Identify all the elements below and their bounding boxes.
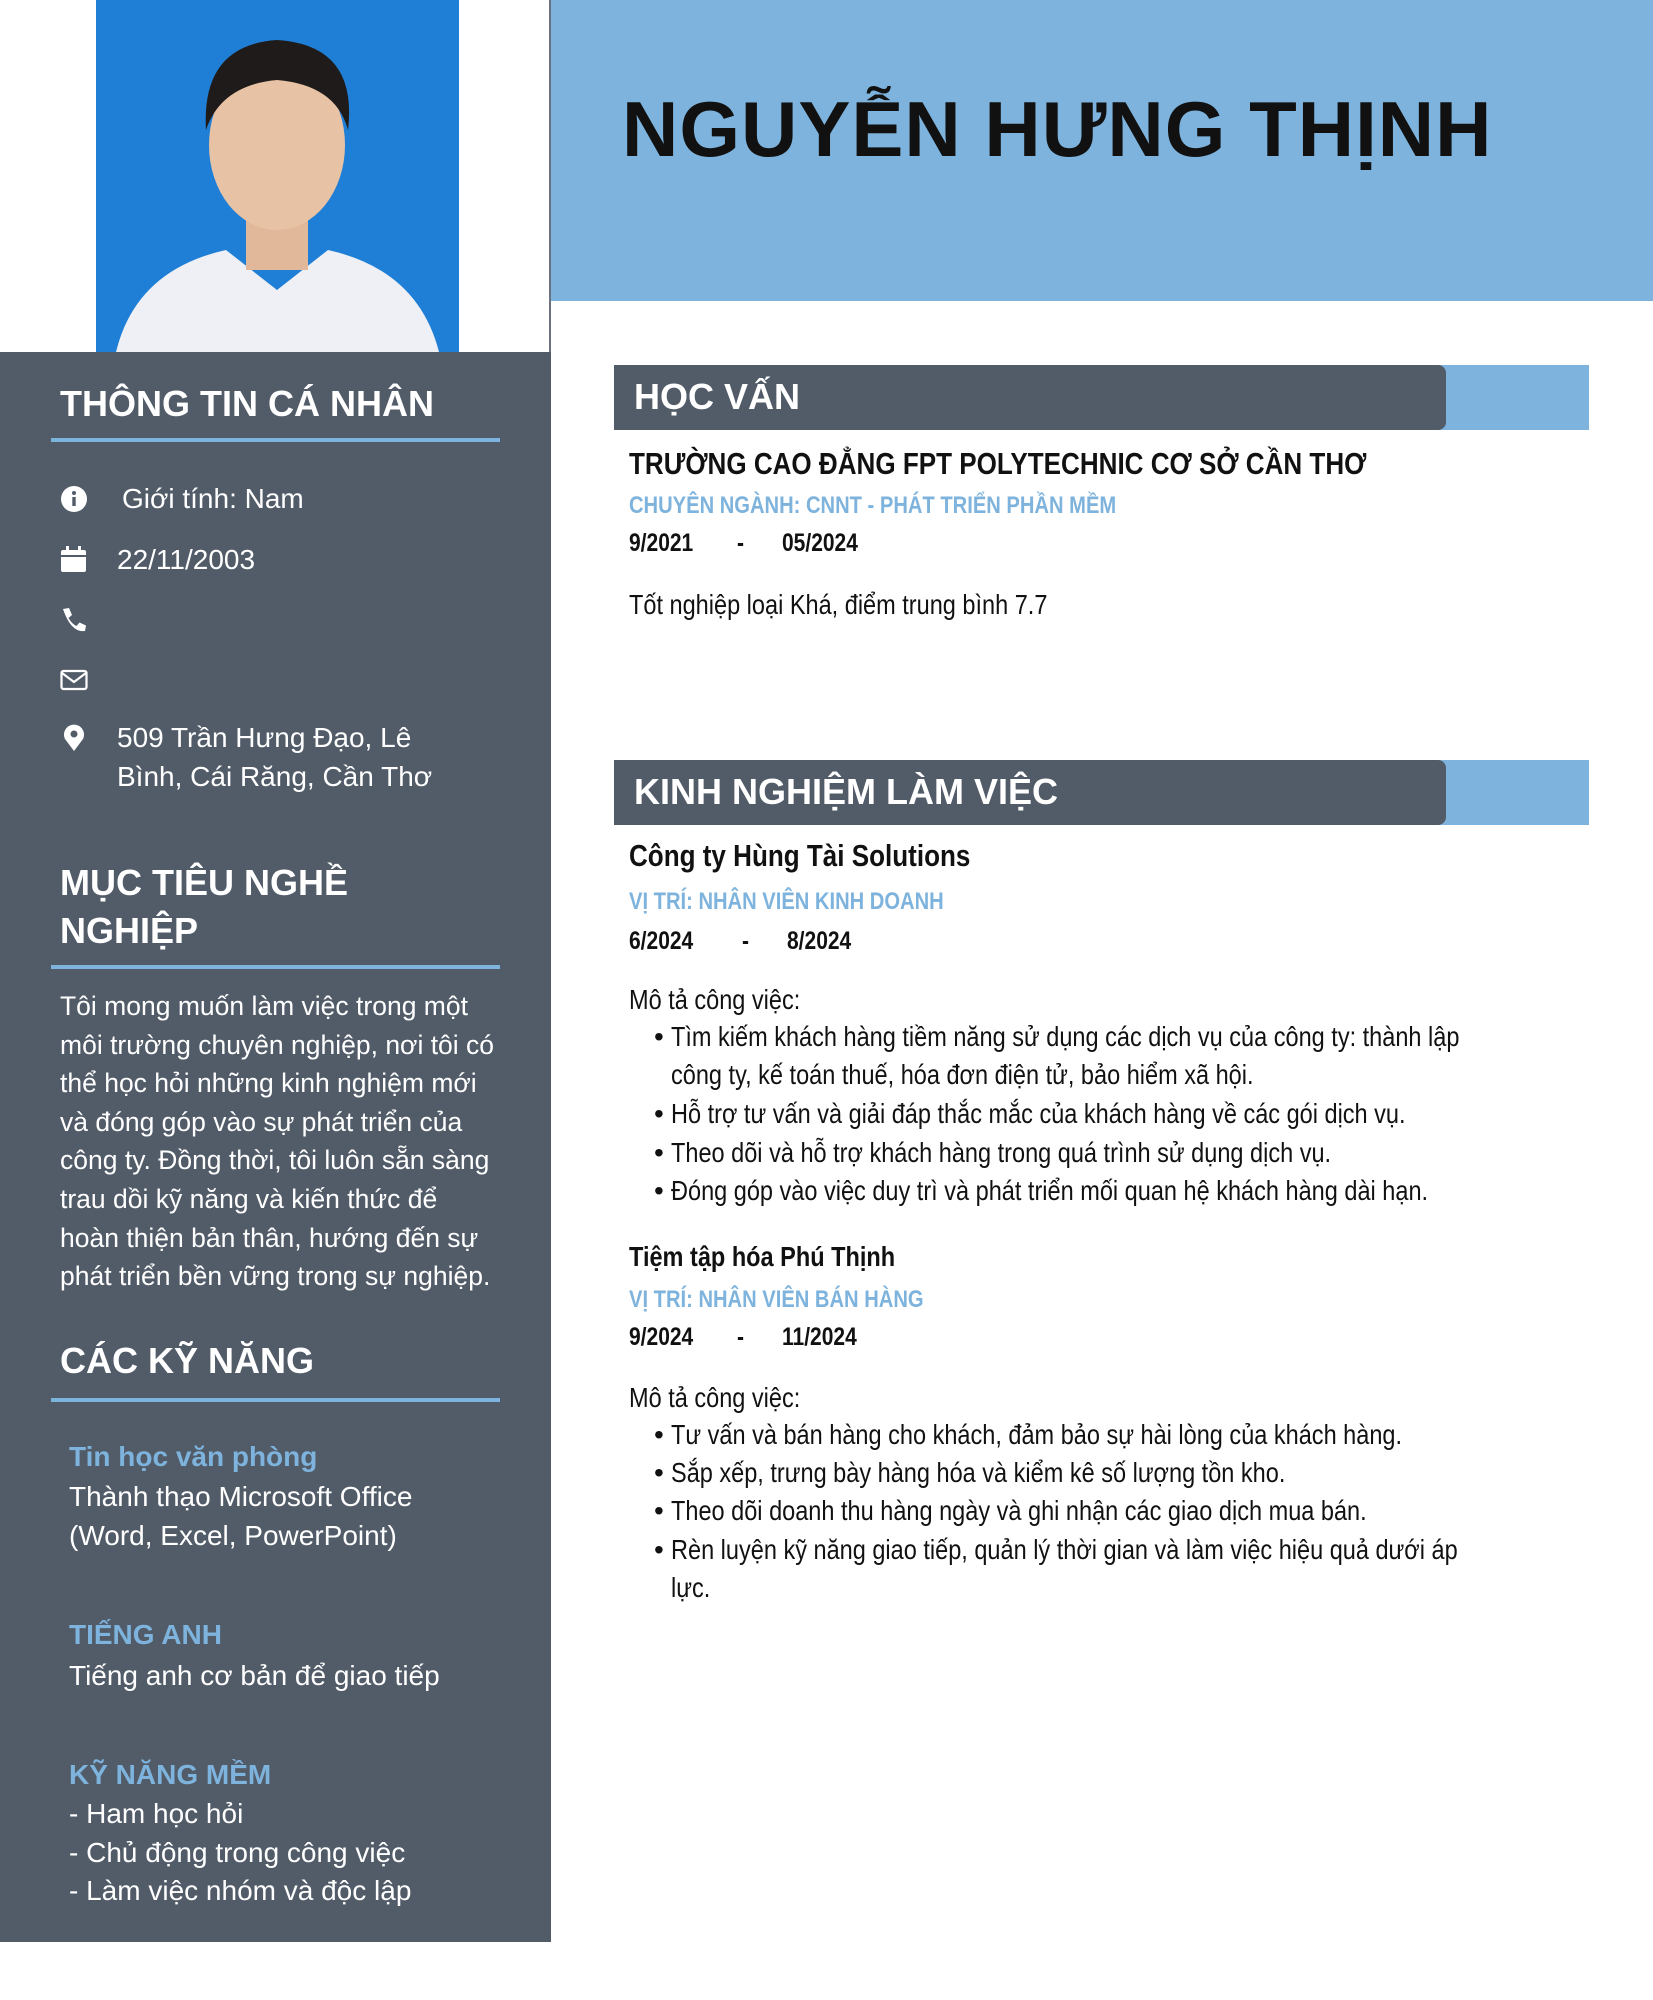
bullet-item: •Hỗ trợ tư vấn và giải đáp thắc mắc của khách hàng về các gói dịch vụ. (654, 1098, 1406, 1129)
education-dates (629, 527, 872, 559)
calendar-icon (60, 545, 88, 573)
bullet-item: • Theo dõi và hỗ trợ khách hàng trong quá trình sử dụng dịch vụ. (654, 1137, 1332, 1168)
heading-underline (51, 1398, 500, 1402)
skill-title: Tin học văn phòng (69, 1441, 318, 1472)
objective-line: hoàn thiện bản thân, hướng đến sự (60, 1223, 479, 1253)
skill-desc: Tiếng anh cơ bản để giao tiếp (69, 1660, 440, 1691)
objective-line: thể học hỏi những kinh nghiệm mới (60, 1068, 477, 1098)
objective-line: phát triển bền vững trong sự nghiệp. (60, 1261, 491, 1291)
date-separator: - (742, 927, 749, 955)
company-name: Tiệm tập hóa Phú Thịnh (629, 1241, 896, 1272)
bullet-item: • Sắp xếp, trưng bày hàng hóa và kiểm kê số lượng tồn kho. (654, 1457, 1286, 1488)
start-date: 9/2024 (629, 1323, 694, 1351)
date-separator: - (737, 529, 744, 557)
objective-line: và đóng góp vào sự phát triển của (60, 1107, 463, 1137)
education-heading: HỌC VẤN (634, 376, 801, 417)
objective-line: Tôi mong muốn làm việc trong một (60, 991, 468, 1021)
bullet-item-continued: lực. (671, 1572, 711, 1603)
skill-desc: - Ham học hỏi (69, 1798, 244, 1829)
objective-line: môi trường chuyên nghiệp, nơi tôi có (60, 1030, 495, 1060)
experience-section-bar (614, 760, 1589, 825)
job-dates (629, 925, 863, 957)
school-name: TRƯỜNG CAO ĐẲNG FPT POLYTECHNIC CƠ SỞ CẦN THƠ (629, 446, 1367, 481)
skill-desc: (Word, Excel, PowerPoint) (69, 1520, 397, 1551)
bullet-item: • Tìm kiếm khách hàng tiềm năng sử dụng các dịch vụ của công ty: thành lập (654, 1021, 1460, 1052)
skill-desc: - Chủ động trong công việc (69, 1837, 406, 1868)
bullet-item-continued: công ty, kế toán thuế, hóa đơn điện tử, bảo hiểm xã hội. (671, 1059, 1254, 1090)
skill-title: TIẾNG ANH (69, 1619, 222, 1650)
gender: Giới tính: Nam (122, 483, 304, 514)
education-section-bar (614, 365, 1589, 430)
objective-line: trau dồi kỹ năng và kiến thức để (60, 1184, 438, 1214)
major: CHUYÊN NGÀNH: CNNT - PHÁT TRIỂN PHẦN MỀM (629, 492, 1117, 519)
address-line-1: 509 Trần Hưng Đạo, Lê (117, 722, 412, 753)
experience-heading: KINH NGHIỆM LÀM VIỆC (634, 771, 1059, 812)
end-date: 05/2024 (782, 529, 858, 557)
email-icon (60, 666, 88, 694)
skill-desc: - Làm việc nhóm và độc lập (69, 1875, 412, 1906)
objective-line: công ty. Đồng thời, tôi luôn sẵn sàng (60, 1145, 490, 1175)
position: VỊ TRÍ: NHÂN VIÊN BÁN HÀNG (629, 1286, 924, 1313)
end-date: 8/2024 (787, 927, 852, 955)
objective-heading-2: NGHIỆP (60, 910, 199, 951)
heading-underline (51, 965, 500, 969)
location-pin-icon (60, 724, 88, 752)
date-of-birth: 22/11/2003 (117, 544, 256, 575)
profile-photo (96, 0, 459, 352)
bullet-item: • Tư vấn và bán hàng cho khách, đảm bảo sự hài lòng của khách hàng. (654, 1419, 1403, 1450)
company-name: Công ty Hùng Tài Solutions (629, 838, 971, 873)
candidate-name: NGUYỄN HƯNG THỊNH (622, 85, 1493, 173)
start-date: 9/2021 (629, 529, 694, 557)
job-desc-label: Mô tả công việc: (629, 1382, 801, 1413)
start-date: 6/2024 (629, 927, 694, 955)
job-desc-label: Mô tả công việc: (629, 984, 801, 1015)
date-separator: - (737, 1323, 744, 1351)
bullet-item: • Rèn luyện kỹ năng giao tiếp, quản lý thời gian và làm việc hiệu quả dưới áp (654, 1534, 1458, 1565)
education-note: Tốt nghiệp loại Khá, điểm trung bình 7.7 (629, 589, 1048, 620)
heading-underline (51, 438, 500, 442)
skill-title: KỸ NĂNG MỀM (69, 1759, 272, 1790)
personal-info-heading: THÔNG TIN CÁ NHÂN (60, 383, 434, 424)
job-dates (629, 1321, 871, 1353)
skills-heading: CÁC KỸ NĂNG (60, 1340, 315, 1381)
phone-icon (60, 606, 88, 634)
bullet-item: • Theo dõi doanh thu hàng ngày và ghi nhận các giao dịch mua bán. (654, 1495, 1367, 1526)
info-icon (60, 485, 88, 513)
bullet-item: • Đóng góp vào việc duy trì và phát triển mối quan hệ khách hàng dài hạn. (654, 1175, 1429, 1206)
position: VỊ TRÍ: NHÂN VIÊN KINH DOANH (629, 888, 944, 915)
skill-desc: Thành thạo Microsoft Office (69, 1481, 413, 1512)
objective-heading: MỤC TIÊU NGHỀ (60, 862, 348, 903)
end-date: 11/2024 (782, 1323, 857, 1351)
address-line-2: Bình, Cái Răng, Cần Thơ (117, 761, 433, 792)
